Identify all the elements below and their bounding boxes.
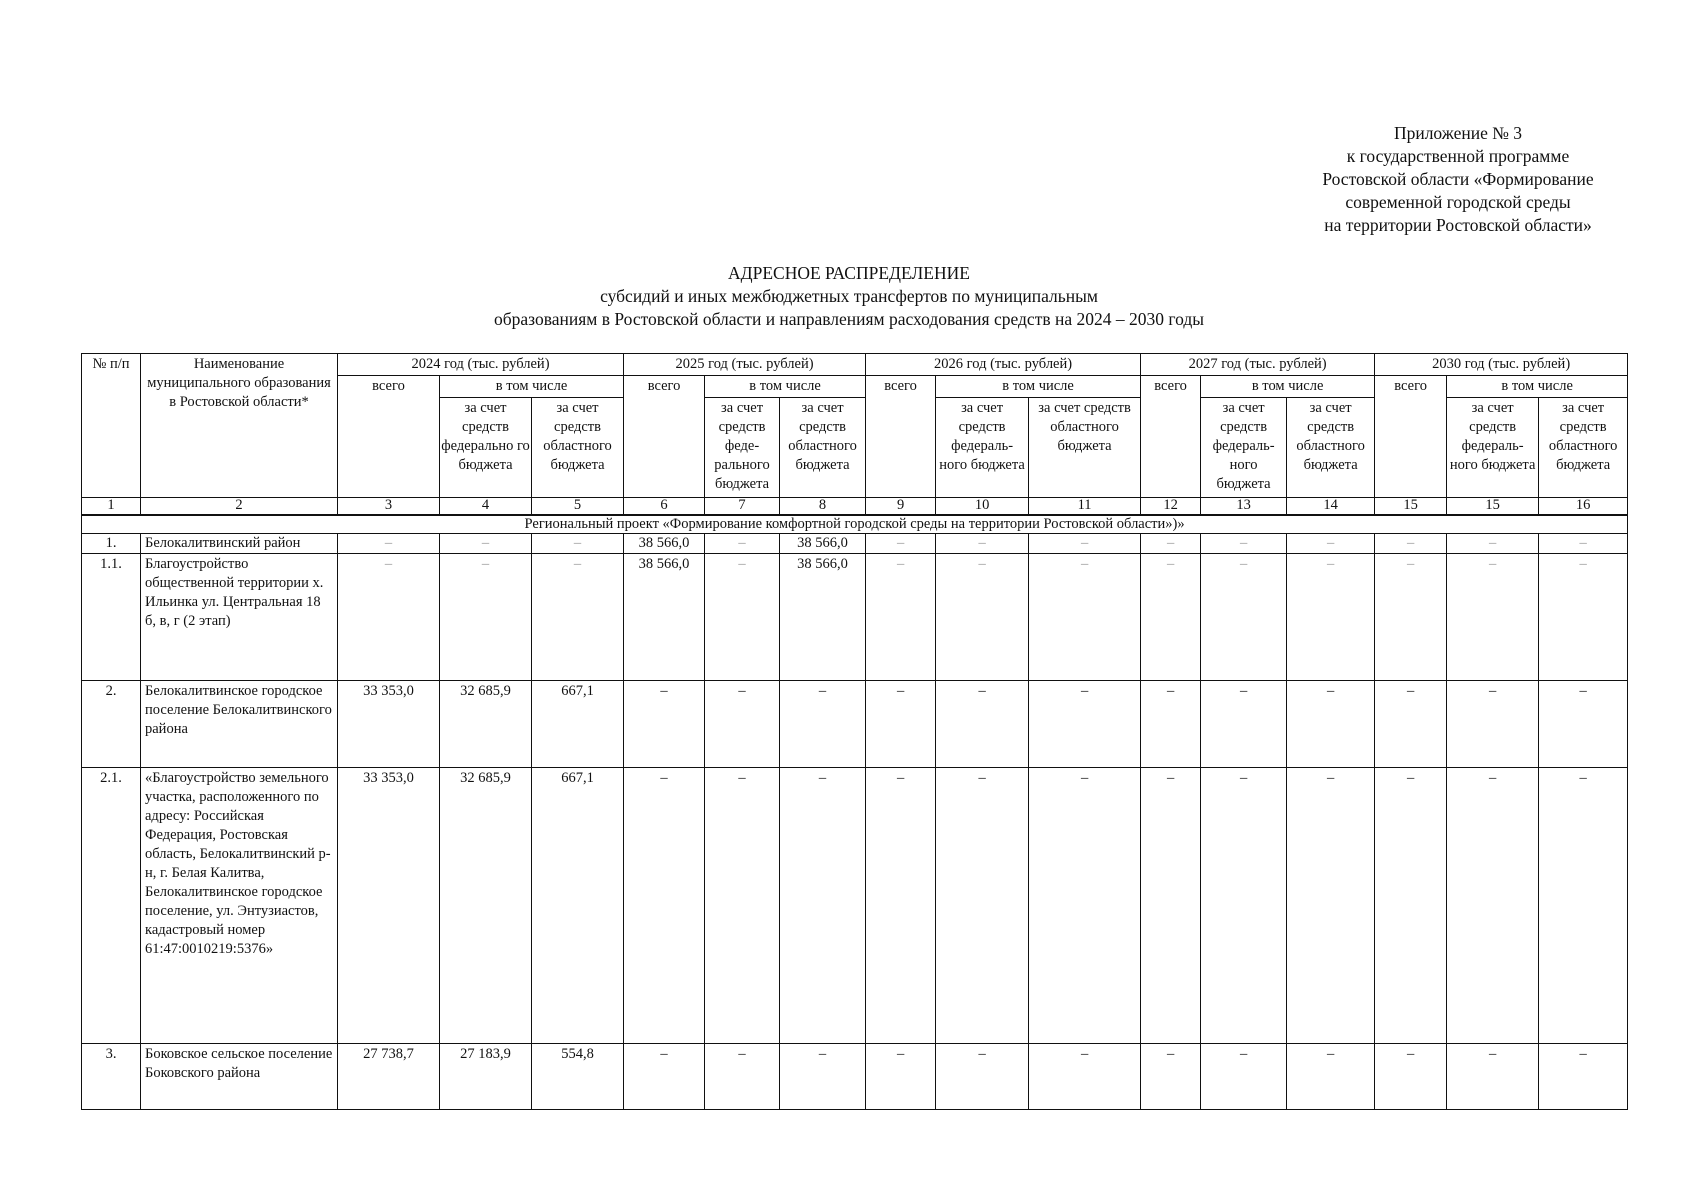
column-number: 11 — [1029, 498, 1141, 516]
header-regional: за счет средств областного бюджета — [1287, 398, 1375, 498]
project-row — [82, 515, 1628, 534]
column-number: 1 — [82, 498, 141, 516]
table-row — [82, 1044, 1628, 1110]
header-regional: за счет средств областного бюджета — [1539, 398, 1628, 498]
cell-value: – — [1447, 768, 1539, 1044]
row-name: Белокалитвинское городское поселение Белокалитвинского района — [141, 681, 338, 768]
header-total: всего — [866, 376, 936, 498]
table-row — [82, 534, 1628, 554]
cell-value: – — [1287, 768, 1375, 1044]
column-number: 9 — [866, 498, 936, 516]
cell-value: – — [866, 534, 936, 554]
cell-value: – — [936, 768, 1029, 1044]
column-number-row — [82, 498, 1628, 516]
header-name: Наименование муниципального образования в Ростовской области* — [141, 354, 338, 498]
table-row — [82, 768, 1628, 1044]
header-including: в том числе — [936, 376, 1141, 398]
column-number: 16 — [1539, 498, 1628, 516]
row-no: 3. — [82, 1044, 141, 1110]
cell-value: – — [1201, 534, 1287, 554]
cell-value: – — [1201, 554, 1287, 681]
row-no: 2.1. — [82, 768, 141, 1044]
header-federal: за счет средств федерально го бюджета — [440, 398, 532, 498]
header-year-2030: 2030 год (тыс. рублей) — [1375, 354, 1628, 376]
row-no: 1. — [82, 534, 141, 554]
header-total: всего — [1375, 376, 1447, 498]
header-year-2025: 2025 год (тыс. рублей) — [624, 354, 866, 376]
cell-value: 38 566,0 — [780, 554, 866, 681]
cell-value: 554,8 — [532, 1044, 624, 1110]
column-number: 13 — [1201, 498, 1287, 516]
cell-value: – — [1141, 554, 1201, 681]
header-including: в том числе — [440, 376, 624, 398]
cell-value: 32 685,9 — [440, 768, 532, 1044]
cell-value: – — [1029, 768, 1141, 1044]
row-no: 2. — [82, 681, 141, 768]
column-number: 8 — [780, 498, 866, 516]
row-name: Белокалитвинский район — [141, 534, 338, 554]
header-no: № п/п — [82, 354, 141, 498]
column-number: 6 — [624, 498, 705, 516]
cell-value: – — [1201, 681, 1287, 768]
cell-value: – — [1375, 554, 1447, 681]
title-line-2: субсидий и иных межбюджетных трансфертов по муниципальным — [600, 286, 1098, 306]
cell-value: – — [1539, 534, 1628, 554]
cell-value: 32 685,9 — [440, 681, 532, 768]
cell-value: – — [705, 681, 780, 768]
table-row — [82, 554, 1628, 681]
row-no: 1.1. — [82, 554, 141, 681]
column-number: 15 — [1375, 498, 1447, 516]
cell-value: – — [1029, 1044, 1141, 1110]
cell-value: – — [338, 554, 440, 681]
header-including: в том числе — [1447, 376, 1628, 398]
cell-value: – — [624, 681, 705, 768]
cell-value: – — [1287, 1044, 1375, 1110]
cell-value: – — [338, 534, 440, 554]
cell-value: 27 183,9 — [440, 1044, 532, 1110]
header-total: всего — [624, 376, 705, 498]
cell-value: 38 566,0 — [624, 534, 705, 554]
document-title — [0, 262, 1698, 331]
appendix-caption — [1293, 122, 1623, 237]
cell-value: – — [780, 1044, 866, 1110]
cell-value: – — [936, 554, 1029, 681]
header-row-years — [82, 354, 1628, 376]
cell-value: – — [1029, 534, 1141, 554]
title-line-1: АДРЕСНОЕ РАСПРЕДЕЛЕНИЕ — [728, 263, 970, 283]
cell-value: – — [1447, 1044, 1539, 1110]
header-total: всего — [1141, 376, 1201, 498]
cell-value: – — [1141, 1044, 1201, 1110]
cell-value: – — [866, 1044, 936, 1110]
cell-value: – — [532, 534, 624, 554]
project-title: Региональный проект «Формирование комфортной городской среды на территории Ростовской области»)» — [82, 515, 1628, 534]
header-federal: за счет средств федераль- ного бюджета — [1201, 398, 1287, 498]
column-number: 3 — [338, 498, 440, 516]
cell-value: – — [440, 534, 532, 554]
header-federal: за счет средств федераль- ного бюджета — [1447, 398, 1539, 498]
cell-value: – — [1141, 681, 1201, 768]
column-number: 4 — [440, 498, 532, 516]
header-regional: за счет средств областного бюджета — [780, 398, 866, 498]
column-number: 5 — [532, 498, 624, 516]
cell-value: – — [1287, 681, 1375, 768]
cell-value: – — [1141, 768, 1201, 1044]
cell-value: – — [1539, 1044, 1628, 1110]
header-year-2027: 2027 год (тыс. рублей) — [1141, 354, 1375, 376]
column-number: 14 — [1287, 498, 1375, 516]
cell-value: – — [1141, 534, 1201, 554]
row-name: Боковское сельское поселение Боковского района — [141, 1044, 338, 1110]
cell-value: – — [1287, 534, 1375, 554]
cell-value: – — [1201, 768, 1287, 1044]
column-number: 2 — [141, 498, 338, 516]
column-number: 15 — [1447, 498, 1539, 516]
header-federal: за счет средств федераль- ного бюджета — [936, 398, 1029, 498]
column-number: 12 — [1141, 498, 1201, 516]
header-including: в том числе — [705, 376, 866, 398]
header-year-2026: 2026 год (тыс. рублей) — [866, 354, 1141, 376]
header-total: всего — [338, 376, 440, 498]
cell-value: 27 738,7 — [338, 1044, 440, 1110]
row-name: Благоустройство общественной территории х. Ильинка ул. Центральная 18 б, в, г (2 этап) — [141, 554, 338, 681]
cell-value: – — [624, 1044, 705, 1110]
cell-value: – — [866, 768, 936, 1044]
cell-value: – — [440, 554, 532, 681]
header-including: в том числе — [1201, 376, 1375, 398]
header-year-2024: 2024 год (тыс. рублей) — [338, 354, 624, 376]
cell-value: – — [532, 554, 624, 681]
header-federal: за счет средств феде- рального бюджета — [705, 398, 780, 498]
cell-value: – — [1375, 768, 1447, 1044]
appendix-line: Приложение № 3 — [1393, 123, 1523, 143]
cell-value: – — [1447, 534, 1539, 554]
cell-value: – — [780, 768, 866, 1044]
table-row — [82, 681, 1628, 768]
cell-value: – — [1539, 768, 1628, 1044]
cell-value: – — [936, 534, 1029, 554]
cell-value: 33 353,0 — [338, 768, 440, 1044]
cell-value: – — [705, 534, 780, 554]
cell-value: – — [1375, 681, 1447, 768]
header-regional: за счет средств областного бюджета — [532, 398, 624, 498]
cell-value: – — [780, 681, 866, 768]
appendix-line: Ростовской области «Формирование — [1322, 169, 1594, 189]
cell-value: 38 566,0 — [624, 554, 705, 681]
column-number: 10 — [936, 498, 1029, 516]
column-number: 7 — [705, 498, 780, 516]
cell-value: – — [1029, 681, 1141, 768]
cell-value: – — [1287, 554, 1375, 681]
title-line-3: образованиям в Ростовской области и направлениям расходования средств на 2024 – 2030 годы — [493, 309, 1205, 329]
cell-value: – — [705, 554, 780, 681]
cell-value: 33 353,0 — [338, 681, 440, 768]
header-regional: за счет средств областного бюджета — [1029, 398, 1141, 498]
cell-value: – — [1029, 554, 1141, 681]
distribution-table — [81, 353, 1628, 1110]
cell-value: – — [1447, 554, 1539, 681]
cell-value: – — [1539, 681, 1628, 768]
cell-value: – — [705, 768, 780, 1044]
cell-value: – — [1201, 1044, 1287, 1110]
cell-value: – — [1539, 554, 1628, 681]
cell-value: – — [866, 681, 936, 768]
cell-value: – — [624, 768, 705, 1044]
appendix-line: к государственной программе — [1346, 146, 1570, 166]
appendix-line: на территории Ростовской области» — [1324, 215, 1592, 235]
cell-value: – — [936, 1044, 1029, 1110]
cell-value: 667,1 — [532, 768, 624, 1044]
cell-value: – — [1375, 534, 1447, 554]
cell-value: – — [1447, 681, 1539, 768]
cell-value: 38 566,0 — [780, 534, 866, 554]
cell-value: – — [866, 554, 936, 681]
cell-value: – — [1375, 1044, 1447, 1110]
cell-value: – — [936, 681, 1029, 768]
cell-value: – — [705, 1044, 780, 1110]
appendix-line: современной городской среды — [1345, 192, 1571, 212]
row-name: «Благоустройство земельного участка, расположенного по адресу: Российская Федерация, Ростовская область, Белокалитвинский р-н, г. Белая Калитва, Белокалитвинское городское поселение, ул. Энтузиастов, кадастровый номер 61:47:0010219:5376» — [141, 768, 338, 1044]
cell-value: 667,1 — [532, 681, 624, 768]
